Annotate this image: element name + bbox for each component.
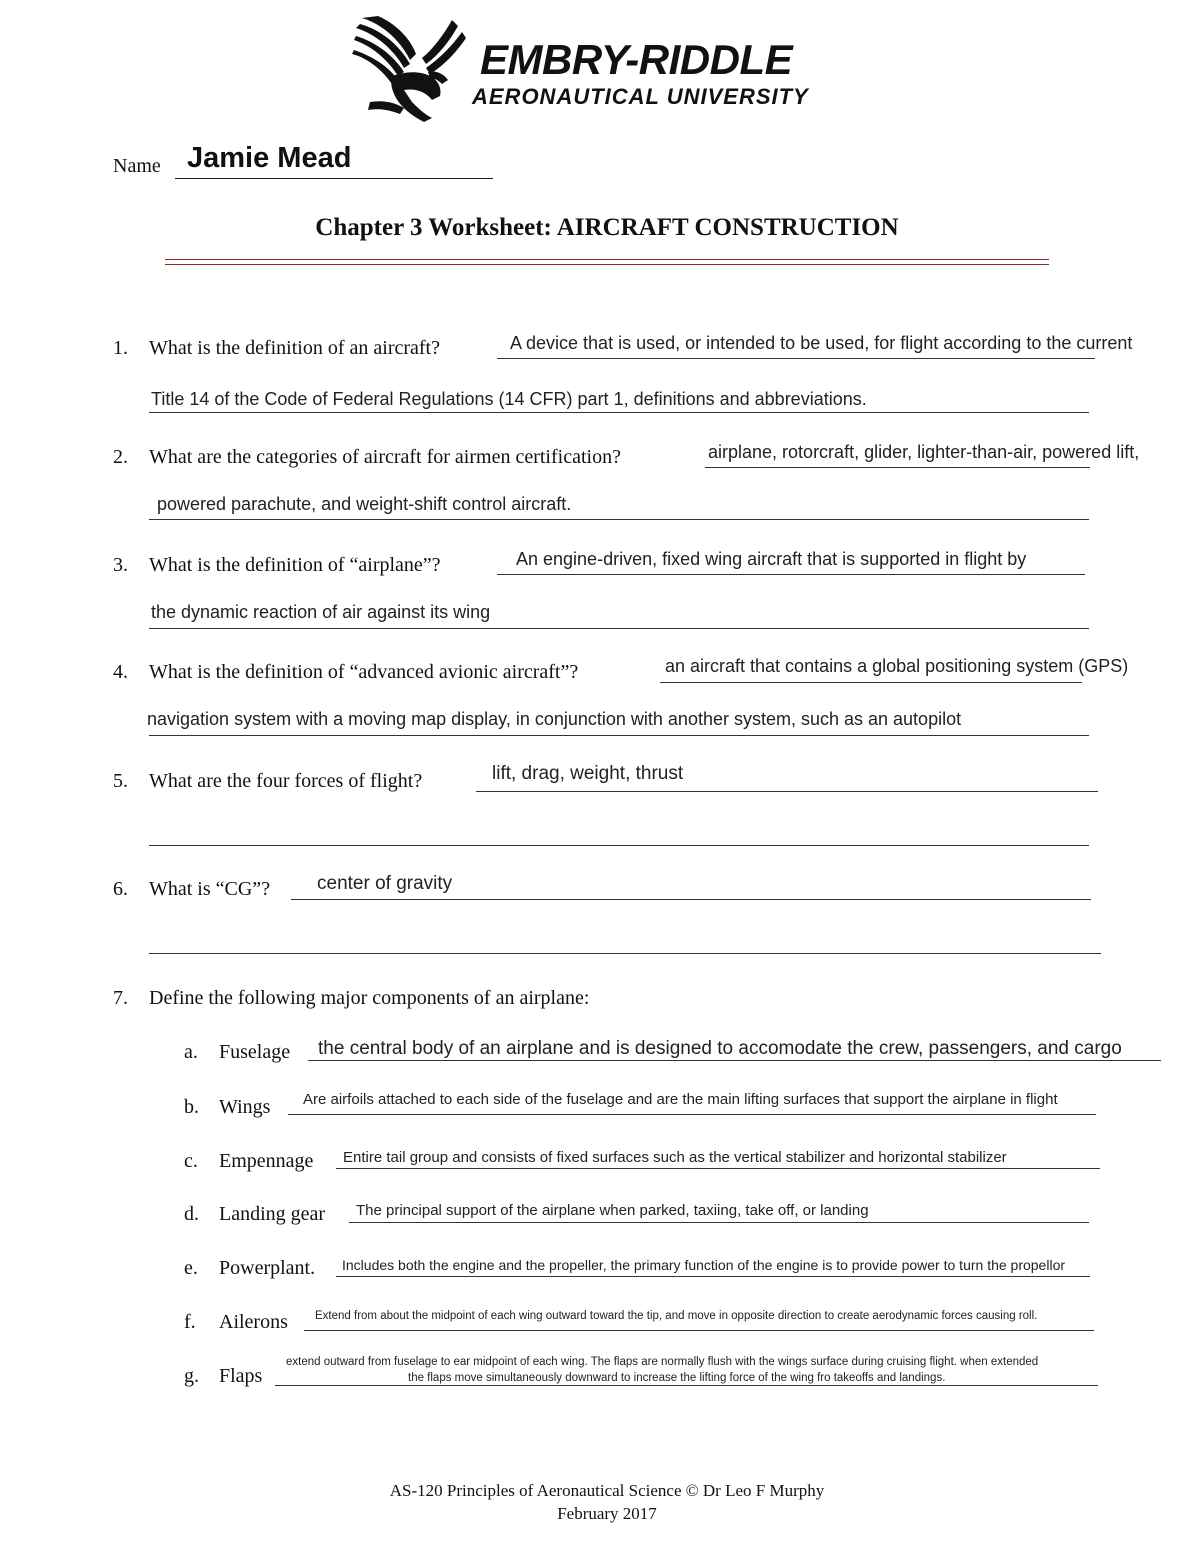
answer-field[interactable]: extend outward from fuselage to ear midpoint of each wing. The flaps are normally flush with the wings surface during cruising flight. when extended (286, 1356, 1039, 1368)
answer-field[interactable]: A device that is used, or intended to be used, for flight according to the current (510, 333, 1133, 353)
question-text: What is “CG”? (149, 878, 271, 900)
title-divider (165, 259, 1049, 260)
answer-field[interactable]: navigation system with a moving map display, in conjunction with another system, such as an autopilot (147, 709, 962, 729)
name-field[interactable]: Jamie Mead (187, 142, 352, 174)
answer-field[interactable]: Title 14 of the Code of Federal Regulations (14 CFR) part 1, definitions and abbreviations. (151, 389, 867, 409)
answer-field[interactable]: Are airfoils attached to each side of the fuselage and are the main lifting surfaces that support the airplane in flight (303, 1091, 1058, 1108)
component-label: Landing gear (219, 1203, 326, 1225)
answer-field[interactable]: lift, drag, weight, thrust (492, 763, 684, 784)
answer-line (476, 791, 1098, 792)
worksheet-title: Chapter 3 Worksheet: AIRCRAFT CONSTRUCTION (315, 214, 899, 241)
answer-field[interactable]: Includes both the engine and the propeller, the primary function of the engine is to provide power to turn the propellor (342, 1257, 1066, 1273)
question-number: 3. (113, 554, 128, 576)
answer-line (308, 1060, 1161, 1061)
footer-course: AS-120 Principles of Aeronautical Science © Dr Leo F Murphy (389, 1481, 825, 1500)
question-text: What are the categories of aircraft for airmen certification? (149, 446, 621, 468)
component-label: Fuselage (219, 1041, 291, 1063)
question-text: Define the following major components of an airplane: (149, 987, 590, 1009)
component-label: Empennage (219, 1150, 314, 1172)
answer-line (497, 358, 1095, 359)
question-text: What is the definition of “advanced avionic aircraft”? (149, 661, 579, 683)
question-number: 4. (113, 661, 128, 683)
answer-line (149, 519, 1089, 520)
answer-line (660, 682, 1082, 683)
answer-field[interactable]: the central body of an airplane and is designed to accomodate the crew, passengers, and cargo (318, 1038, 1122, 1059)
answer-field[interactable]: powered parachute, and weight-shift control aircraft. (157, 494, 572, 514)
answer-line (497, 574, 1085, 575)
answer-line (149, 845, 1089, 846)
question-number: 5. (113, 770, 128, 792)
component-letter: e. (184, 1257, 198, 1279)
component-label: Flaps (219, 1365, 263, 1387)
answer-field[interactable]: the dynamic reaction of air against its wing (151, 602, 491, 622)
answer-line (149, 628, 1089, 629)
answer-field[interactable]: an aircraft that contains a global positioning system (GPS) (665, 656, 1129, 676)
answer-line (336, 1276, 1090, 1277)
logo-wordmark-bottom: AERONAUTICAL UNIVERSITY (472, 84, 809, 109)
answer-field[interactable]: the flaps move simultaneously downward to increase the lifting force of the wing fro takeoffs and landings. (408, 1372, 946, 1384)
answer-field[interactable]: The principal support of the airplane when parked, taxiing, take off, or landing (356, 1202, 869, 1219)
answer-field[interactable]: airplane, rotorcraft, glider, lighter-than-air, powered lift, (708, 442, 1140, 462)
answer-line (336, 1168, 1100, 1169)
component-letter: a. (184, 1041, 198, 1063)
component-letter: c. (184, 1150, 198, 1172)
answer-field[interactable]: An engine-driven, fixed wing aircraft that is supported in flight by (516, 549, 1027, 569)
answer-line (705, 467, 1090, 468)
component-label: Wings (219, 1096, 271, 1118)
answer-line (288, 1114, 1096, 1115)
component-letter: g. (184, 1365, 199, 1387)
answer-line (291, 899, 1091, 900)
question-text: What is the definition of “airplane”? (149, 554, 441, 576)
footer-date: February 2017 (557, 1504, 657, 1523)
answer-line (349, 1222, 1089, 1223)
title-divider (165, 264, 1049, 265)
component-label: Ailerons (219, 1311, 288, 1333)
name-label: Name (113, 155, 161, 177)
component-letter: b. (184, 1096, 199, 1118)
name-line (175, 178, 493, 179)
answer-field[interactable]: Entire tail group and consists of fixed surfaces such as the vertical stabilizer and horizontal stabilizer (343, 1149, 1007, 1166)
answer-field[interactable]: Extend from about the midpoint of each wing outward toward the tip, and move in opposite direction to create aerodynamic forces causing roll. (315, 1310, 1038, 1322)
answer-line (275, 1385, 1098, 1386)
question-text: What is the definition of an aircraft? (149, 337, 440, 359)
answer-line (149, 412, 1089, 413)
university-logo (352, 14, 872, 126)
answer-line (149, 735, 1089, 736)
question-number: 6. (113, 878, 128, 900)
component-label: Powerplant. (219, 1257, 316, 1279)
question-text: What are the four forces of flight? (149, 770, 423, 792)
answer-line (304, 1330, 1094, 1331)
component-letter: d. (184, 1203, 199, 1225)
logo-wordmark-top: EMBRY-RIDDLE (480, 36, 793, 83)
question-number: 7. (113, 987, 128, 1009)
question-number: 1. (113, 337, 128, 359)
question-number: 2. (113, 446, 128, 468)
eagle-icon (352, 14, 472, 126)
answer-field[interactable]: center of gravity (317, 873, 453, 894)
answer-line (149, 953, 1101, 954)
component-letter: f. (184, 1311, 196, 1333)
